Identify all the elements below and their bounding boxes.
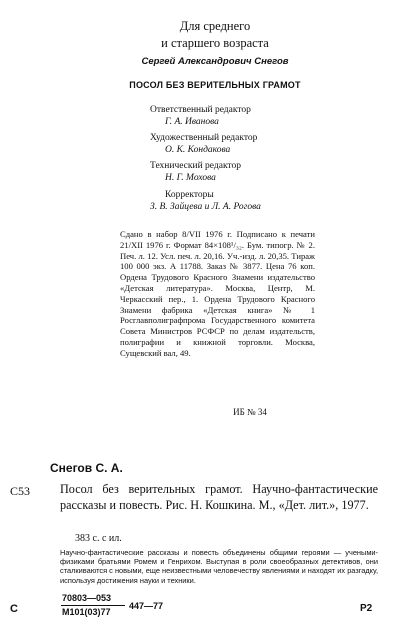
- fraction-line: [61, 605, 125, 606]
- proofreaders-names: З. В. Зайцева и Л. А. Рогова: [150, 202, 261, 212]
- ib-number: ИБ № 34: [233, 407, 267, 417]
- annotation-text: Научно-фантастические рассказы и повесть объединены общими героями — учеными-физиками братьями Ромем и Генрихом. Выступая в роли своеобразных детективов, они сталкиваются с новыми, еще неизвестными человечеству явлениями и находят их разгадку, используя достижения науки и техники.: [60, 548, 378, 585]
- catalog-c-letter: С: [10, 603, 18, 615]
- fraction-denominator: М101(03)77: [62, 607, 111, 617]
- catalog-author-heading: Снегов С. А.: [50, 461, 123, 475]
- book-title: ПОСОЛ БЕЗ ВЕРИТЕЛЬНЫХ ГРАМОТ: [129, 80, 301, 90]
- catalog-description: Посол без верительных грамот. Научно-фантастические рассказы и повесть. Рис. Н. Кошкина. М., «Дет. лит.», 1977.: [60, 482, 378, 512]
- tech-editor-role: Технический редактор: [150, 161, 241, 171]
- fraction-code: 447—77: [129, 601, 164, 611]
- editor-name: Г. А. Иванова: [165, 117, 219, 127]
- fraction-numerator: 70803—053: [62, 593, 112, 603]
- impressum-block: Сдано в набор 8/VII 1976 г. Подписано к печати 21/XII 1976 г. Формат 84×108¹/₃₂. Бум. типогр. № 2. Печ. л. 12. Усл. печ. л. 20,16. Уч.-изд. л. 20,35. Тираж 100 000 экз. А 11788. Заказ № 3877. Цена 76 коп. Ордена Трудового Красного Знамени издательство «Детская литература». Москва, Центр, М. Черкасский пер., 1. Ордена Трудового Красного Знамени фабрика «Детская книга» № 1 Росглавполиграфпрома Государственного комитета Совета Министров РСФСР по делам издательств, полиграфии и книжной торговли. Москва, Сущевский вал, 49.: [120, 229, 315, 358]
- art-editor-name: О. К. Кондакова: [165, 145, 231, 155]
- audience-line: Для среднего: [179, 19, 251, 33]
- art-editor-role: Художественный редактор: [150, 133, 258, 143]
- audience-line: и старшего возраста: [161, 36, 269, 50]
- tech-editor-name: Н. Г. Мохова: [165, 173, 216, 183]
- catalog-class-code: С53: [10, 484, 31, 498]
- author-name: Сергей Александрович Снегов: [141, 56, 289, 67]
- page-count: 383 с. с ил.: [75, 533, 122, 544]
- editor-role: Ответственный редактор: [150, 105, 251, 115]
- r2-code: Р2: [360, 603, 373, 614]
- proofreaders-role: Корректоры: [165, 190, 214, 200]
- audience-note: [150, 18, 280, 52]
